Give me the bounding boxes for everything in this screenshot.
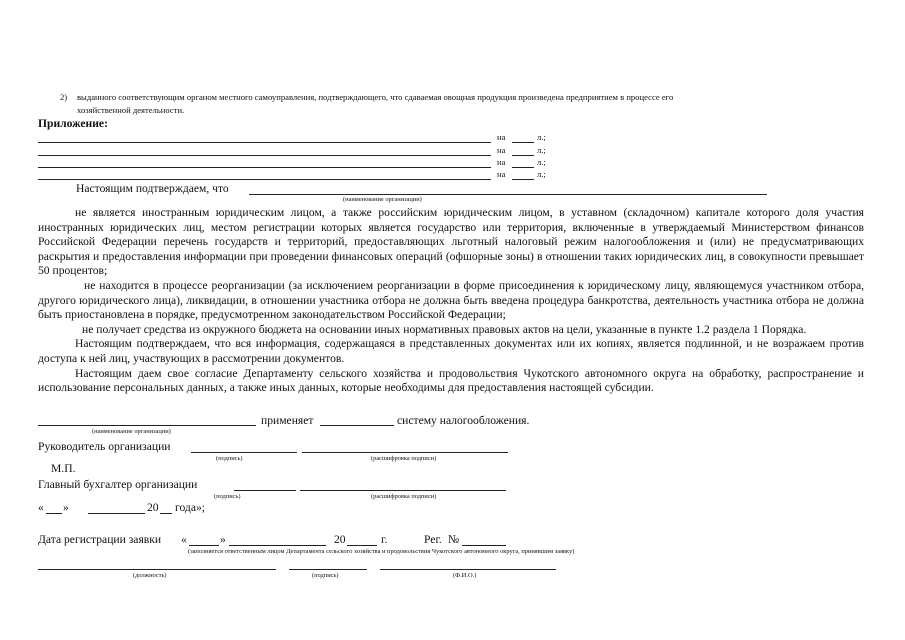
date-month-line <box>88 513 145 514</box>
item-number: 2) <box>60 92 68 102</box>
paragraph-info-authentic: Настоящим подтверждаем, что вся информация, содержащаяся в представленных документах или их копиях, является подлинной, и не возражаем против доступа к ней лиц, участвующих в рассмотрении документов. <box>38 337 864 365</box>
item-text-line2: хозяйственной деятельности. <box>77 105 185 115</box>
registration-num-line <box>462 545 506 546</box>
footer-sign-caption: (подпись) <box>312 572 339 579</box>
footer-position-line <box>38 569 276 570</box>
confirm-paragraphs <box>38 206 864 396</box>
registration-day-line <box>189 545 219 546</box>
accountant-sign-line <box>234 490 296 491</box>
registration-year: 20 <box>334 533 346 546</box>
accountant-label: Главный бухгалтер организации <box>38 478 198 491</box>
date-quote-close: » <box>63 501 69 514</box>
registration-num: № <box>448 533 460 546</box>
footer-fio-line <box>380 569 556 570</box>
org-name-caption: (наименование организации) <box>343 196 422 203</box>
accountant-decode-line <box>300 490 506 491</box>
appendix-na: на <box>497 169 506 179</box>
head-decode-caption: (расшифровка подписи) <box>371 455 437 462</box>
appendix-line <box>38 155 491 156</box>
item-text-line1: выданного соответствующим органом местного самоуправления, подтверждающего, что сдаваемая овощная продукция произведена предприятием в процессе его <box>77 92 674 102</box>
accountant-decode-caption: (расшифровка подписи) <box>371 493 437 500</box>
confirm-lead: Настоящим подтверждаем, что <box>76 182 229 195</box>
appendix-line <box>38 167 491 168</box>
registration-month-line <box>229 545 326 546</box>
date-year: 20 <box>147 501 159 514</box>
tax-org-caption: (наименование организации) <box>92 428 171 435</box>
registration-g: г. <box>381 533 388 546</box>
registration-quote-close: » <box>220 533 226 546</box>
appendix-pages-line <box>512 179 534 180</box>
tax-system: систему налогообложения. <box>397 414 530 427</box>
appendix-title: Приложение: <box>38 117 108 130</box>
date-year-line <box>160 513 172 514</box>
appendix-na: на <box>497 157 506 167</box>
appendix-pages-line <box>512 155 534 156</box>
date-day-line <box>46 513 62 514</box>
registration-note: (заполняется ответственным лицом Департамента сельского хозяйства и продовольствия Чукотского автономного округа, принявшим заявку) <box>188 548 575 555</box>
registration-quote-open: « <box>181 533 187 546</box>
tax-applies: применяет <box>261 414 314 427</box>
footer-sign-line <box>289 569 367 570</box>
appendix-l: л.; <box>537 145 546 155</box>
seal-label: М.П. <box>51 462 76 475</box>
accountant-sign-caption: (подпись) <box>214 493 241 500</box>
appendix-pages-line <box>512 167 534 168</box>
appendix-na: на <box>497 145 506 155</box>
footer-fio-caption: (Ф.И.О.) <box>453 572 477 579</box>
head-sign-line <box>191 452 297 453</box>
date-tail: года»; <box>175 501 205 514</box>
org-name-line <box>249 194 767 195</box>
appendix-l: л.; <box>537 157 546 167</box>
registration-label: Дата регистрации заявки <box>38 533 162 546</box>
tax-org-line <box>38 425 256 426</box>
appendix-line <box>38 179 491 180</box>
date-quote-open: « <box>38 501 44 514</box>
registration-reg: Рег. <box>424 533 442 546</box>
paragraph-not-foreign: не является иностранным юридическим лицом, а также российским юридическим лицом, в уставном (складочном) капитале которого доля участия иностранных юридических лиц, местом регистрации которых является государство или территория, включенные в утверждаемый Министерством финансов Российской Федерации перечень государств и территорий, предоставляющих льготный налоговый режим налогообложения и (или) не предусматривающих раскрытия и предоставления информации при проведении финансовых операций (офшорные зоны) в отношении таких юридических лиц, в совокупности превышает 50 процентов; <box>38 206 864 278</box>
head-decode-line <box>302 452 508 453</box>
appendix-na: на <box>497 132 506 142</box>
appendix-l: л.; <box>537 169 546 179</box>
head-label: Руководитель организации <box>38 440 171 453</box>
registration-year-line <box>347 545 377 546</box>
paragraph-no-funds: не получает средства из окружного бюджета на основании иных нормативных правовых актов на цели, указанные в пункте 1.2 раздела 1 Порядка. <box>82 322 807 336</box>
appendix-pages-line <box>512 142 534 143</box>
paragraph-not-reorganized: не находится в процессе реорганизации (за исключением реорганизации в форме присоединения к юридическому лицу, являющемуся участником отбора, другого юридического лица), ликвидации, в отношении участника отбора не должна быть введена процедура банкротства, деятельность участника отбора не должна быть приостановлена в порядке, предусмотренном законодательством Российской Федерации; <box>38 278 864 322</box>
paragraph-consent: Настоящим даем свое согласие Департаменту сельского хозяйства и продовольствия Чукотского автономного округа на обработку, распространение и использование персональных данных, а также иных данных, которые необходимы для предоставления настоящей субсидии. <box>38 366 864 395</box>
footer-position-caption: (должность) <box>133 572 167 579</box>
appendix-l: л.; <box>537 132 546 142</box>
appendix-line <box>38 142 491 143</box>
head-sign-caption: (подпись) <box>216 455 243 462</box>
tax-system-line <box>320 425 394 426</box>
